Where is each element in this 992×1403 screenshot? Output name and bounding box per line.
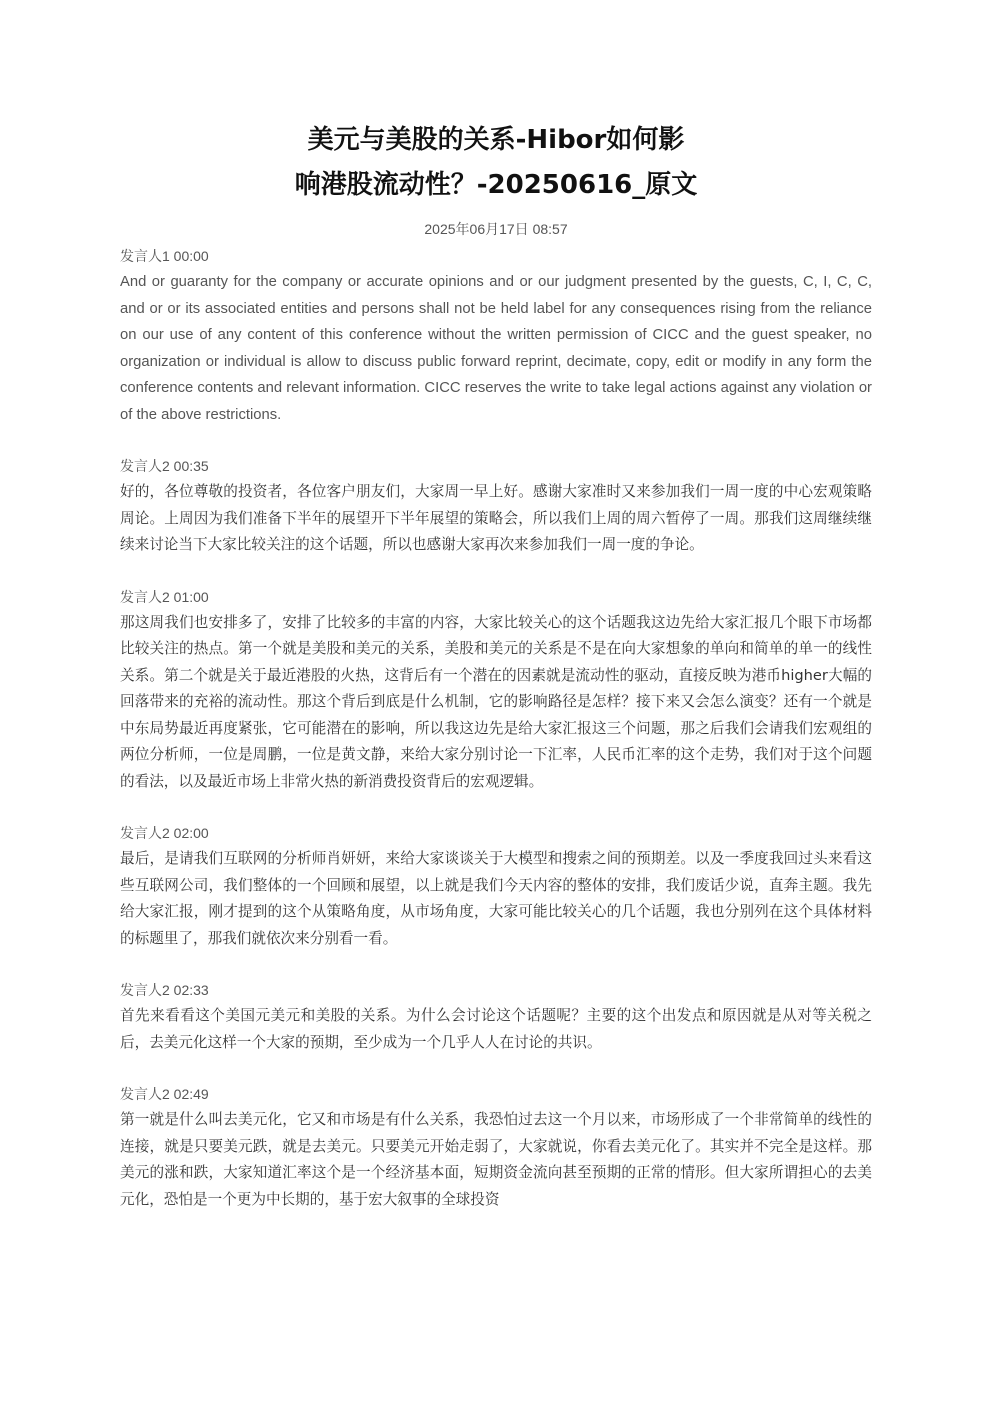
document-title-line2: 响港股流动性？-20250616_原文 bbox=[294, 170, 698, 200]
transcript-section bbox=[120, 1081, 872, 1213]
transcript-paragraph: 最后，是请我们互联网的分析师肖妍妍，来给大家谈谈关于大模型和搜索之间的预期差。以及一季度我回过头来看这些互联网公司，我们整体的一个回顾和展望，以上就是我们今天内容的整体的安排，我们废话少说，直奔主题。我先给大家汇报，刚才提到的这个从策略角度，从市场角度，大家可能比较关心的几个话题，我也分别列在这个具体材料的标题里了，那我们就依次来分别看一看。 bbox=[120, 850, 872, 947]
transcript-section bbox=[120, 243, 872, 428]
speaker-timestamp: 发言人2 01:00 bbox=[120, 588, 209, 605]
speaker-timestamp: 发言人2 00:35 bbox=[120, 458, 209, 474]
transcript-section bbox=[120, 820, 872, 952]
transcript-paragraph: And or guaranty for the company or accurate opinions and or our judgment presented by the guests, C, I, C, C, and or or its associated entities and persons shall not be held label for any consequences rising from the reliance on our use of any content of this conference without the written permission of CICC and the guest speaker, no organization or individual is allow to discuss public forward reprint, decimate, copy, edit or modify in any form the conference contents and relevant information. CICC reserves the write to take legal actions against any violation or of the above restrictions. bbox=[120, 274, 872, 423]
speaker-timestamp: 发言人1 00:00 bbox=[120, 248, 209, 264]
transcript-section bbox=[120, 453, 872, 559]
transcript-paragraph: 那这周我们也安排多了，安排了比较多的丰富的内容，大家比较关心的这个话题我这边先给大家汇报几个眼下市场都比较关注的热点。第一个就是美股和美元的关系，美股和美元的关系是不是在向大家想象的单向和简单的单一的线性关系。第二个就是关于最近港股的火热，这背后有一个潜在的因素就是流动性的驱动，直接反映为港币higher大幅的回落带来的充裕的流动性。那这个背后到底是什么机制，它的影响路径是怎样？接下来又会怎么演变？还有一个就是中东局势最近再度紧张，它可能潜在的影响，所以我这边先是给大家汇报这三个问题，那之后我们会请我们宏观组的两位分析师，一位是周鹏，一位是黄文静，来给大家分别讨论一下汇率，人民币汇率的这个走势，我们对于这个问题的看法，以及最近市场上非常火热的新消费投资背后的宏观逻辑。 bbox=[120, 613, 872, 790]
transcript-paragraph: 好的，各位尊敬的投资者，各位客户朋友们，大家周一早上好。感谢大家准时又来参加我们一周一度的中心宏观策略周论。上周因为我们准备下半年的展望开下半年展望的策略会，所以我们上周的周六暂停了一周。那我们这周继续继续来讨论当下大家比较关注的这个话题，所以也感谢大家再次来参加我们一周一度的争论。 bbox=[120, 483, 872, 553]
speaker-timestamp: 发言人2 02:00 bbox=[120, 825, 209, 841]
transcript-section bbox=[120, 584, 872, 796]
speaker-timestamp: 发言人2 02:33 bbox=[120, 982, 209, 998]
transcript-section bbox=[120, 977, 872, 1056]
transcript-paragraph: 第一就是什么叫去美元化，它又和市场是有什么关系，我恐怕过去这一个月以来，市场形成了一个非常简单的线性的连接，就是只要美元跌，就是去美元。只要美元开始走弱了，大家就说，你看去美元化了。其实并不完全是这样。那美元的涨和跌，大家知道汇率这个是一个经济基本面，短期资金流向甚至预期的正常的情形。但大家所谓担心的去美元化，恐怕是一个更为中长期的，基于宏大叙事的全球投资 bbox=[120, 1111, 872, 1208]
document-datetime: 2025年06月17日 08:57 bbox=[424, 221, 568, 237]
document-title-line1: 美元与美股的关系-Hibor如何影 bbox=[307, 125, 685, 155]
transcript-body bbox=[120, 243, 872, 1238]
speaker-timestamp: 发言人2 02:49 bbox=[120, 1086, 209, 1102]
transcript-paragraph: 首先来看看这个美国元美元和美股的关系。为什么会讨论这个话题呢？主要的这个出发点和原因就是从对等关税之后，去美元化这样一个大家的预期，至少成为一个几乎人人在讨论的共识。 bbox=[120, 1007, 872, 1051]
